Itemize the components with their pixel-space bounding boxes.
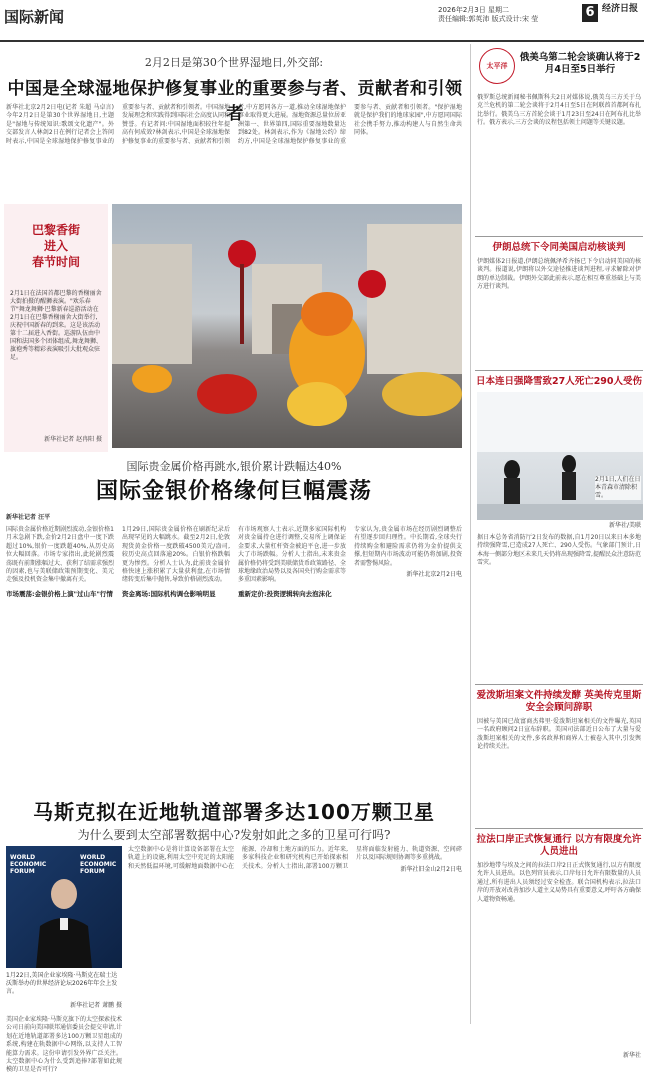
story2-body-columns [6,526,462,788]
sidebar-story1-title: 俄美乌第二轮会谈确认将于2月4日至5日举行 [519,52,641,75]
story3-credit: 新华社旧金山2月2日电 [400,865,462,873]
story2-body4: 专家认为,贵金属市场在经历剧烈调整后有望逐步回归理性。中长期看,全球央行持续购金和避险需求仍将为金价提供支撑,但短期内市场波动可能仍将加剧,投资者需警惕风险。 [354,526,462,567]
paris-lion-dance-photo [112,204,462,448]
snow-clearing-illustration [477,392,643,520]
lion-dance-illustration [112,204,462,448]
musk-photo-caption: 1月22日,美国企业家埃隆·马斯克在瑞士达沃斯举办的世界经济论坛2026年年会上发言。 [6,972,118,995]
story2-subhead1: 市场震荡:金银价格上演"过山车"行情 [6,589,113,598]
paris-title-line3: 春节时间 [31,255,80,269]
divider [475,828,643,829]
divider [475,684,643,685]
page-header [0,0,644,42]
snow-photo-credit: 新华社/美联 [608,522,641,529]
sidebar-story4-body: 因被与美国已故富商杰弗里·爱泼斯坦案相关的文件曝光,英国一名政府顾问2日宣布辞职。美国司法部近日公布了大量与爱泼斯坦案相关的文件,多名政界和商界人士被卷入其中,引发舆论持续关注。 [477,718,641,751]
speaker-illustration [6,846,122,968]
story3-body-lead: 美国企业家埃隆·马斯克旗下的太空探索技术公司日前向美国联邦通信委员会提交申请,计划在近地轨道部署多达100万颗卫星组成的系统,构建在轨数据中心网络,以支持人工智能算力需求。这份申请引发外界广泛关注。太空数据中心为什么受到追捧?部署如此规模的卫星是否可行? [6,1016,122,1074]
paris-sidebar [4,204,108,452]
date: 2026年2月3日 星期二 [438,6,509,14]
musk-photo-credit: 新华社记者 萧鹏 摄 [70,1002,122,1009]
story1-body: 新华社北京2月2日电(记者 朱超 马卓言)今年2月2日是第30个世界湿地日,主题是"湿地与传统知识:歌颂文化遗产"。外交部发言人林剑2日在例行记者会上答问时表示,中国是全球湿地保护修复事业的重要参与者、贡献者和引领者。中国湿地发展理念和实践得到国际社会高度认同和赞誉。有记者问:中国湿地面积较往年提高有何成效?林剑表示,中国是全球湿地保护修复事业的重要参与者、贡献者和引领者,中方愿同各方一道,推动全球湿地保护事业取得更大进展。湿地资源总量位居亚洲第一、世界第四,国际重要湿地数量达到82处。林剑表示,作为《湿地公约》缔约方,中国是全球湿地保护修复事业的重要参与者、贡献者和引领者。"保护湿地就是保护我们的地球家园",中方愿同国际社会携手努力,推动构建人与自然生命共同体。 [6,104,462,145]
story2-body2: 1月29日,国际贵金属价格在刷新纪录后出现罕见的大幅跳水。截至2月2日,伦敦现货黄金价格一度跌破4500美元/盎司,较历史高点回落逾20%。白银价格跌幅更为惨烈。分析人士认为,此前贵金属价格快速上涨积累了大量获利盘,在市场情绪转变后集中抛售,导致价格剧烈波动。 [122,526,230,584]
paris-credit: 新华社记者 赵冉阳 摄 [44,436,102,443]
story2-credit: 新华社北京2月2日电 [406,571,462,579]
newspaper-logo: 经济日报 [602,4,639,14]
page-number: 6 [582,4,598,22]
story2-kicker: 国际贵金属价格再跳水,银价累计跌幅达40% [126,460,342,473]
paris-title-line1: 巴黎香街 [31,223,80,237]
paris-title-line2: 进入 [43,239,68,253]
main-column [0,44,468,1074]
sidebar-story2-body: 伊朗媒体2日报道,伊朗总统佩泽希齐扬已下令启动同美国的核谈判。报道说,伊朗将以外交途径推进谈判进程,寻求解除对伊朗的单边制裁。伊朗外交部此前表示,愿在相互尊重基础上与美方进行谈判。 [477,258,641,291]
sidebar-story5-credit: 新华社 [622,1052,641,1059]
story2-body3: 有市场观察人士表示,近期多家国际机构对贵金属持仓进行调整,交易所上调保证金要求,大量杠杆资金被迫平仓,进一步放大了市场跌幅。分析人士指出,未来贵金属价格仍将受到美联储货币政策路径、全球地缘政治局势以及各国央行购金需求等多重因素影响。 [238,526,347,584]
editor-line: 责任编辑:郭英沛 版式设计:宋 莹 [438,15,539,23]
sidebar-story3-title: 日本连日强降雪致27人死亡290人受伤 [475,376,643,387]
paris-title [4,222,108,270]
snow-photo-caption: 2月1日,人们在日本青森市清除积雪。 [595,476,641,499]
story1-kicker: 2月2日是第30个世界湿地日,外交部: [144,56,324,69]
story1-headline: 中国是全球湿地保护修复事业的重要参与者、贡献者和引领者 [7,79,463,124]
photo-backdrop-text: WORLD ECONOMIC FORUM [10,854,47,875]
musk-photo [6,846,122,968]
paris-caption: 2月1日在法国首都巴黎的香榭丽舍大街拍摄的醒狮表演。"欢乐春节"舞龙舞狮·巴黎新春巡游活动在2月1日在巴黎香榭丽舍大街举行,庆祝中国新春的到来。这是该活动第十二届进入香街。巡游队伍由中国和法国多个团体组成,舞龙舞狮、旗袍秀等精彩表演吸引大批观众驻足。 [10,290,102,361]
story3-body: 太空数据中心是将计算设备部署在太空轨道上的设施,利用太空中充足的太阳能和天然低温环境,可缓解地面数据中心在能源、冷却和土地方面的压力。近年来,多家科技企业和研究机构已开始探索相关技术。分析人士指出,部署100万颗卫星将面临发射能力、轨道资源、空间碎片以及国际规则协调等多重挑战。 [128,846,462,870]
sidebar-column [470,44,645,1059]
photo-backdrop-text-2: WORLD ECONOMIC FORUM [80,854,117,875]
story2-subhead3: 重新定价:投资逻辑转向去泡沫化 [238,589,332,598]
story3-headline: 马斯克拟在近地轨道部署多达100万颗卫星 [33,800,435,824]
sidebar-story4-title: 爱泼斯坦案文件持续发酵 英美传克里斯安全会顾问辞职 [476,690,642,713]
story2-subhead2: 资金离场:国际机构调仓影响明显 [122,589,216,598]
story3-subhead: 为什么要到太空部署数据中心?发射如此之多的卫星可行吗? [77,828,391,842]
sidebar-story3-body: 据日本总务省消防厅2日发布的数据,自1月20日以来日本多地持续强降雪,已造成27人死亡、290人受伤。气象部门预计,日本海一侧部分地区未来几天仍将出现强降雪,提醒民众注意防范雪灾。 [477,534,641,567]
sidebar-logo-icon [479,48,515,84]
sidebar-story5-body: 加沙地带与埃及之间的拉法口岸2日正式恢复通行,以方有限度允许人员进出。以色列官员表示,口岸每日允许有限数量的人员通过,所有进出人员须经过安全检查。联合国机构表示,拉法口岸的开放对改善加沙人道主义局势具有重要意义,呼吁各方确保人道物资畅通。 [477,862,641,903]
story2-headline: 国际金银价格缘何巨幅震荡 [95,479,372,504]
sidebar-story1-body: 俄罗斯总统新闻秘书佩斯科夫2日对媒体说,俄美乌三方关于乌克兰危机的第二轮会谈将于2月4日至5日在阿联酋首都阿布扎比举行。俄美乌三方首轮会谈于1月23日至24日在阿布扎比举行。俄方表示,三方会谈的议程包括领土问题等关键议题。 [477,94,641,127]
sidebar-story5-title: 拉法口岸正式恢复通行 以方有限度允许人员进出 [476,834,642,857]
story2-body: 国际贵金属价格近期剧烈波动,金银价格1月末急剧下跌,金价2月2日盘中一度下跌超过10%,银价一度跌超40%,从历史高位大幅回落。市场专家指出,此轮剧烈震荡既有前期涨幅过大、获利了结需求强烈的因素,也与美联储政策预期变化、美元走强及投机资金集中撤离有关。 [6,526,115,584]
snow-photo [477,392,643,520]
sidebar-story2-title: 伊朗总统下令同美国启动核谈判 [492,242,626,253]
divider [475,370,643,371]
story3-body-columns [128,846,462,1064]
story2-byline: 新华社记者 汪平 [6,514,51,521]
sidebar-logo-text: 太平洋 [486,61,508,70]
date-line [438,6,588,24]
divider [475,236,643,237]
section-title: 国际新闻 [4,8,65,26]
